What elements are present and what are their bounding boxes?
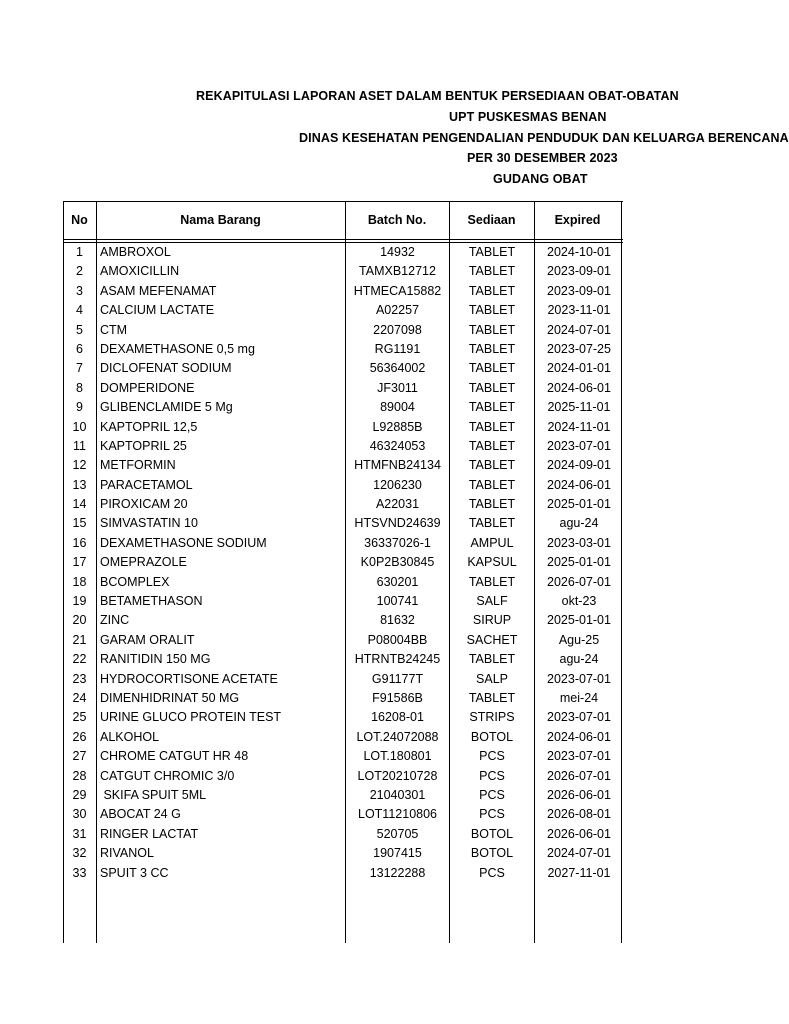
cell-expired: 2024-06-01 xyxy=(547,477,611,492)
cell-sediaan: PCS xyxy=(479,768,505,783)
table-row xyxy=(63,321,623,340)
cell-no: 29 xyxy=(72,787,87,802)
cell-batch: LOT20210728 xyxy=(357,768,438,783)
cell-batch: HTMECA15882 xyxy=(353,283,442,298)
cell-sediaan: AMPUL xyxy=(470,535,514,550)
cell-sediaan: PCS xyxy=(479,749,505,764)
cell-batch: 46324053 xyxy=(369,438,426,453)
cell-expired: 2027-11-01 xyxy=(547,865,611,880)
cell-no: 32 xyxy=(72,846,87,861)
cell-expired: 2023-09-01 xyxy=(547,283,611,298)
cell-sediaan: TABLET xyxy=(468,361,516,376)
cell-name: BCOMPLEX xyxy=(100,574,170,589)
cell-batch: RG1191 xyxy=(374,341,421,356)
table-row xyxy=(63,825,623,844)
cell-batch: LOT.24072088 xyxy=(356,729,439,744)
cell-expired: 2025-01-01 xyxy=(547,497,611,512)
cell-sediaan: TABLET xyxy=(468,245,516,259)
cell-no: 1 xyxy=(76,245,83,259)
cell-expired: 2024-11-01 xyxy=(547,419,611,434)
cell-expired: 2024-06-01 xyxy=(547,380,611,395)
cell-name: URINE GLUCO PROTEIN TEST xyxy=(100,710,282,725)
table-row xyxy=(63,398,623,417)
inventory-table xyxy=(63,201,623,943)
cell-expired: 2024-07-01 xyxy=(547,846,611,861)
cell-no: 33 xyxy=(72,865,87,880)
cell-sediaan: TABLET xyxy=(468,283,516,298)
cell-no: 15 xyxy=(72,516,87,531)
cell-expired: 2026-06-01 xyxy=(547,826,611,841)
cell-name: ALKOHOL xyxy=(100,729,160,744)
table-row xyxy=(63,262,623,281)
cell-batch: 89004 xyxy=(380,400,415,415)
table-row xyxy=(63,767,623,786)
cell-batch: 1907415 xyxy=(373,846,422,861)
cell-no: 4 xyxy=(76,303,83,318)
cell-sediaan: STRIPS xyxy=(469,710,515,725)
cell-no: 24 xyxy=(72,690,87,705)
cell-no: 12 xyxy=(72,458,87,473)
table-row xyxy=(63,650,623,669)
cell-no: 13 xyxy=(72,477,87,492)
cell-batch: HTSVND24639 xyxy=(354,516,441,531)
cell-name: AMBROXOL xyxy=(100,245,171,259)
cell-batch: P08004BB xyxy=(367,632,428,647)
cell-no: 21 xyxy=(72,632,87,647)
header-sediaan: Sediaan xyxy=(467,213,516,227)
table-row xyxy=(63,418,623,437)
cell-name: ABOCAT 24 G xyxy=(100,807,181,822)
table-row xyxy=(63,476,623,495)
institution-name: UPT PUSKESMAS BENAN xyxy=(449,110,607,124)
table-row xyxy=(63,670,623,689)
cell-sediaan: PCS xyxy=(479,865,505,880)
cell-expired: 2023-07-25 xyxy=(547,341,611,356)
table-body xyxy=(63,243,623,883)
cell-name: RANITIDIN 150 MG xyxy=(100,652,211,667)
cell-name: KAPTOPRIL 12,5 xyxy=(100,419,198,434)
cell-expired: 2024-07-01 xyxy=(547,322,611,337)
cell-batch: 520705 xyxy=(376,826,419,841)
cell-expired: 2026-08-01 xyxy=(547,807,611,822)
table-row xyxy=(63,844,623,863)
cell-no: 27 xyxy=(72,749,87,764)
cell-batch: 13122288 xyxy=(369,865,426,880)
cell-expired: 2026-07-01 xyxy=(547,574,611,589)
cell-name: DIMENHIDRINAT 50 MG xyxy=(100,690,240,705)
cell-name: OMEPRAZOLE xyxy=(100,555,187,570)
cell-name: DEXAMETHASONE SODIUM xyxy=(100,535,267,550)
cell-batch: A22031 xyxy=(375,497,420,512)
cell-batch: K0P2B30845 xyxy=(360,555,435,570)
cell-batch: 100741 xyxy=(376,594,419,609)
cell-expired: okt-23 xyxy=(561,594,597,609)
cell-sediaan: PCS xyxy=(479,807,505,822)
cell-sediaan: BOTOL xyxy=(470,826,514,841)
cell-sediaan: TABLET xyxy=(468,264,516,279)
cell-expired: 2026-07-01 xyxy=(547,768,611,783)
table-row xyxy=(63,592,623,611)
table-row xyxy=(63,728,623,747)
cell-sediaan: SALP xyxy=(476,671,508,686)
cell-sediaan: TABLET xyxy=(468,438,516,453)
cell-expired: Agu-25 xyxy=(558,632,600,647)
cell-no: 25 xyxy=(72,710,87,725)
cell-batch: 630201 xyxy=(376,574,419,589)
cell-expired: 2025-01-01 xyxy=(547,555,611,570)
cell-no: 17 xyxy=(72,555,87,570)
cell-no: 30 xyxy=(72,807,87,822)
cell-no: 7 xyxy=(76,361,83,376)
cell-name: CATGUT CHROMIC 3/0 xyxy=(100,768,235,783)
cell-name: DOMPERIDONE xyxy=(100,380,195,395)
department-name: DINAS KESEHATAN PENGENDALIAN PENDUDUK DAN KELUARGA BERENCANA xyxy=(299,131,789,145)
table-row xyxy=(63,243,623,262)
cell-sediaan: TABLET xyxy=(468,652,516,667)
cell-sediaan: SALF xyxy=(476,594,508,609)
cell-no: 28 xyxy=(72,768,87,783)
cell-name: METFORMIN xyxy=(100,458,176,473)
cell-no: 18 xyxy=(72,574,87,589)
cell-expired: agu-24 xyxy=(559,652,599,667)
header-batch: Batch No. xyxy=(367,213,427,227)
cell-no: 20 xyxy=(72,613,87,628)
cell-no: 14 xyxy=(72,497,87,512)
cell-expired: 2023-07-01 xyxy=(547,671,611,686)
cell-expired: 2026-06-01 xyxy=(547,787,611,802)
cell-batch: 14932 xyxy=(380,245,415,259)
cell-batch: LOT11210806 xyxy=(358,807,437,822)
cell-name: DEXAMETHASONE 0,5 mg xyxy=(100,341,255,356)
cell-name: GARAM ORALIT xyxy=(100,632,195,647)
cell-expired: 2023-07-01 xyxy=(547,710,611,725)
cell-expired: 2023-09-01 xyxy=(547,264,611,279)
cell-no: 11 xyxy=(73,438,86,453)
cell-name: HYDROCORTISONE ACETATE xyxy=(100,671,278,686)
cell-batch: L92885B xyxy=(372,419,423,434)
cell-name: DICLOFENAT SODIUM xyxy=(100,361,232,376)
cell-batch: 21040301 xyxy=(369,787,426,802)
table-row xyxy=(63,747,623,766)
table-row xyxy=(63,379,623,398)
cell-sediaan: TABLET xyxy=(468,516,516,531)
cell-expired: 2023-03-01 xyxy=(547,535,611,550)
cell-batch: G91177T xyxy=(371,671,424,686)
cell-batch: 81632 xyxy=(380,613,415,628)
cell-no: 8 xyxy=(76,380,83,395)
cell-batch: 2207098 xyxy=(373,322,422,337)
cell-sediaan: SACHET xyxy=(466,632,518,647)
table-row xyxy=(63,689,623,708)
table-row xyxy=(63,786,623,805)
cell-sediaan: TABLET xyxy=(468,574,516,589)
cell-sediaan: TABLET xyxy=(468,690,516,705)
cell-batch: 56364002 xyxy=(369,361,426,376)
table-row xyxy=(63,495,623,514)
cell-sediaan: TABLET xyxy=(468,477,516,492)
cell-sediaan: TABLET xyxy=(468,341,516,356)
cell-expired: 2024-10-01 xyxy=(547,245,611,259)
cell-no: 26 xyxy=(72,729,87,744)
table-row xyxy=(63,359,623,378)
cell-no: 6 xyxy=(76,341,83,356)
cell-batch: 36337026-1 xyxy=(364,535,431,550)
cell-no: 5 xyxy=(76,322,83,337)
header-no: No xyxy=(71,213,88,227)
cell-expired: 2025-01-01 xyxy=(547,613,611,628)
header-divider-upper xyxy=(63,239,623,240)
cell-no: 23 xyxy=(72,671,87,686)
table-row xyxy=(63,631,623,650)
cell-no: 3 xyxy=(76,283,83,298)
cell-expired: 2025-11-01 xyxy=(547,400,611,415)
cell-sediaan: TABLET xyxy=(468,458,516,473)
cell-name: CTM xyxy=(100,322,128,337)
cell-name: AMOXICILLIN xyxy=(100,264,180,279)
report-date: PER 30 DESEMBER 2023 xyxy=(467,151,618,165)
cell-batch: LOT.180801 xyxy=(363,749,432,764)
cell-batch: A02257 xyxy=(375,303,420,318)
cell-name: CALCIUM LACTATE xyxy=(100,303,215,318)
table-row xyxy=(63,282,623,301)
cell-expired: 2023-11-01 xyxy=(547,303,611,318)
cell-expired: 2023-07-01 xyxy=(547,438,611,453)
header-expired: Expired xyxy=(554,213,601,227)
cell-batch: F91586B xyxy=(372,690,423,705)
cell-expired: mei-24 xyxy=(559,690,599,705)
cell-sediaan: BOTOL xyxy=(470,846,514,861)
table-row xyxy=(63,534,623,553)
header-name: Nama Barang xyxy=(180,213,261,227)
cell-name: RIVANOL xyxy=(100,846,154,861)
cell-expired: 2024-06-01 xyxy=(547,729,611,744)
cell-name: KAPTOPRIL 25 xyxy=(100,438,187,453)
cell-name: SKIFA SPUIT 5ML xyxy=(100,787,207,802)
warehouse-name: GUDANG OBAT xyxy=(493,172,588,186)
cell-no: 10 xyxy=(72,419,87,434)
cell-expired: 2023-07-01 xyxy=(547,749,611,764)
cell-name: GLIBENCLAMIDE 5 Mg xyxy=(100,400,233,415)
cell-no: 19 xyxy=(72,594,87,609)
cell-name: PARACETAMOL xyxy=(100,477,193,492)
cell-no: 31 xyxy=(72,826,87,841)
cell-sediaan: TABLET xyxy=(468,400,516,415)
table-row xyxy=(63,708,623,727)
cell-name: ZINC xyxy=(100,613,130,628)
cell-batch: 16208-01 xyxy=(371,710,424,725)
cell-batch: TAMXB12712 xyxy=(359,264,436,279)
cell-no: 9 xyxy=(76,400,83,415)
table-row xyxy=(63,553,623,572)
cell-name: ASAM MEFENAMAT xyxy=(100,283,217,298)
table-row xyxy=(63,805,623,824)
table-row xyxy=(63,437,623,456)
cell-batch: 1206230 xyxy=(373,477,422,492)
cell-expired: agu-24 xyxy=(559,516,599,531)
cell-sediaan: TABLET xyxy=(468,322,516,337)
table-row xyxy=(63,456,623,475)
cell-sediaan: TABLET xyxy=(468,380,516,395)
cell-no: 16 xyxy=(72,535,87,550)
table-row xyxy=(63,301,623,320)
cell-sediaan: BOTOL xyxy=(470,729,514,744)
cell-sediaan: PCS xyxy=(479,787,505,802)
report-heading xyxy=(0,88,789,198)
cell-batch: HTMFNB24134 xyxy=(354,458,441,473)
cell-no: 2 xyxy=(76,264,83,279)
cell-no: 22 xyxy=(72,652,87,667)
table-row xyxy=(63,340,623,359)
cell-sediaan: KAPSUL xyxy=(467,555,517,570)
cell-name: CHROME CATGUT HR 48 xyxy=(100,749,249,764)
report-title: REKAPITULASI LAPORAN ASET DALAM BENTUK PERSEDIAAN OBAT-OBATAN xyxy=(196,89,679,103)
cell-name: RINGER LACTAT xyxy=(100,826,199,841)
cell-expired: 2024-01-01 xyxy=(547,361,611,376)
cell-sediaan: SIRUP xyxy=(472,613,512,628)
cell-batch: HTRNTB24245 xyxy=(354,652,441,667)
cell-sediaan: TABLET xyxy=(468,303,516,318)
cell-batch: JF3011 xyxy=(377,380,418,395)
cell-name: SPUIT 3 CC xyxy=(100,865,169,880)
cell-sediaan: TABLET xyxy=(468,419,516,434)
cell-name: PIROXICAM 20 xyxy=(100,497,188,512)
table-row xyxy=(63,611,623,630)
table-row xyxy=(63,514,623,533)
cell-name: SIMVASTATIN 10 xyxy=(100,516,198,531)
cell-sediaan: TABLET xyxy=(468,497,516,512)
table-row xyxy=(63,573,623,592)
table-row xyxy=(63,864,623,883)
cell-expired: 2024-09-01 xyxy=(547,458,611,473)
cell-name: BETAMETHASON xyxy=(100,594,203,609)
